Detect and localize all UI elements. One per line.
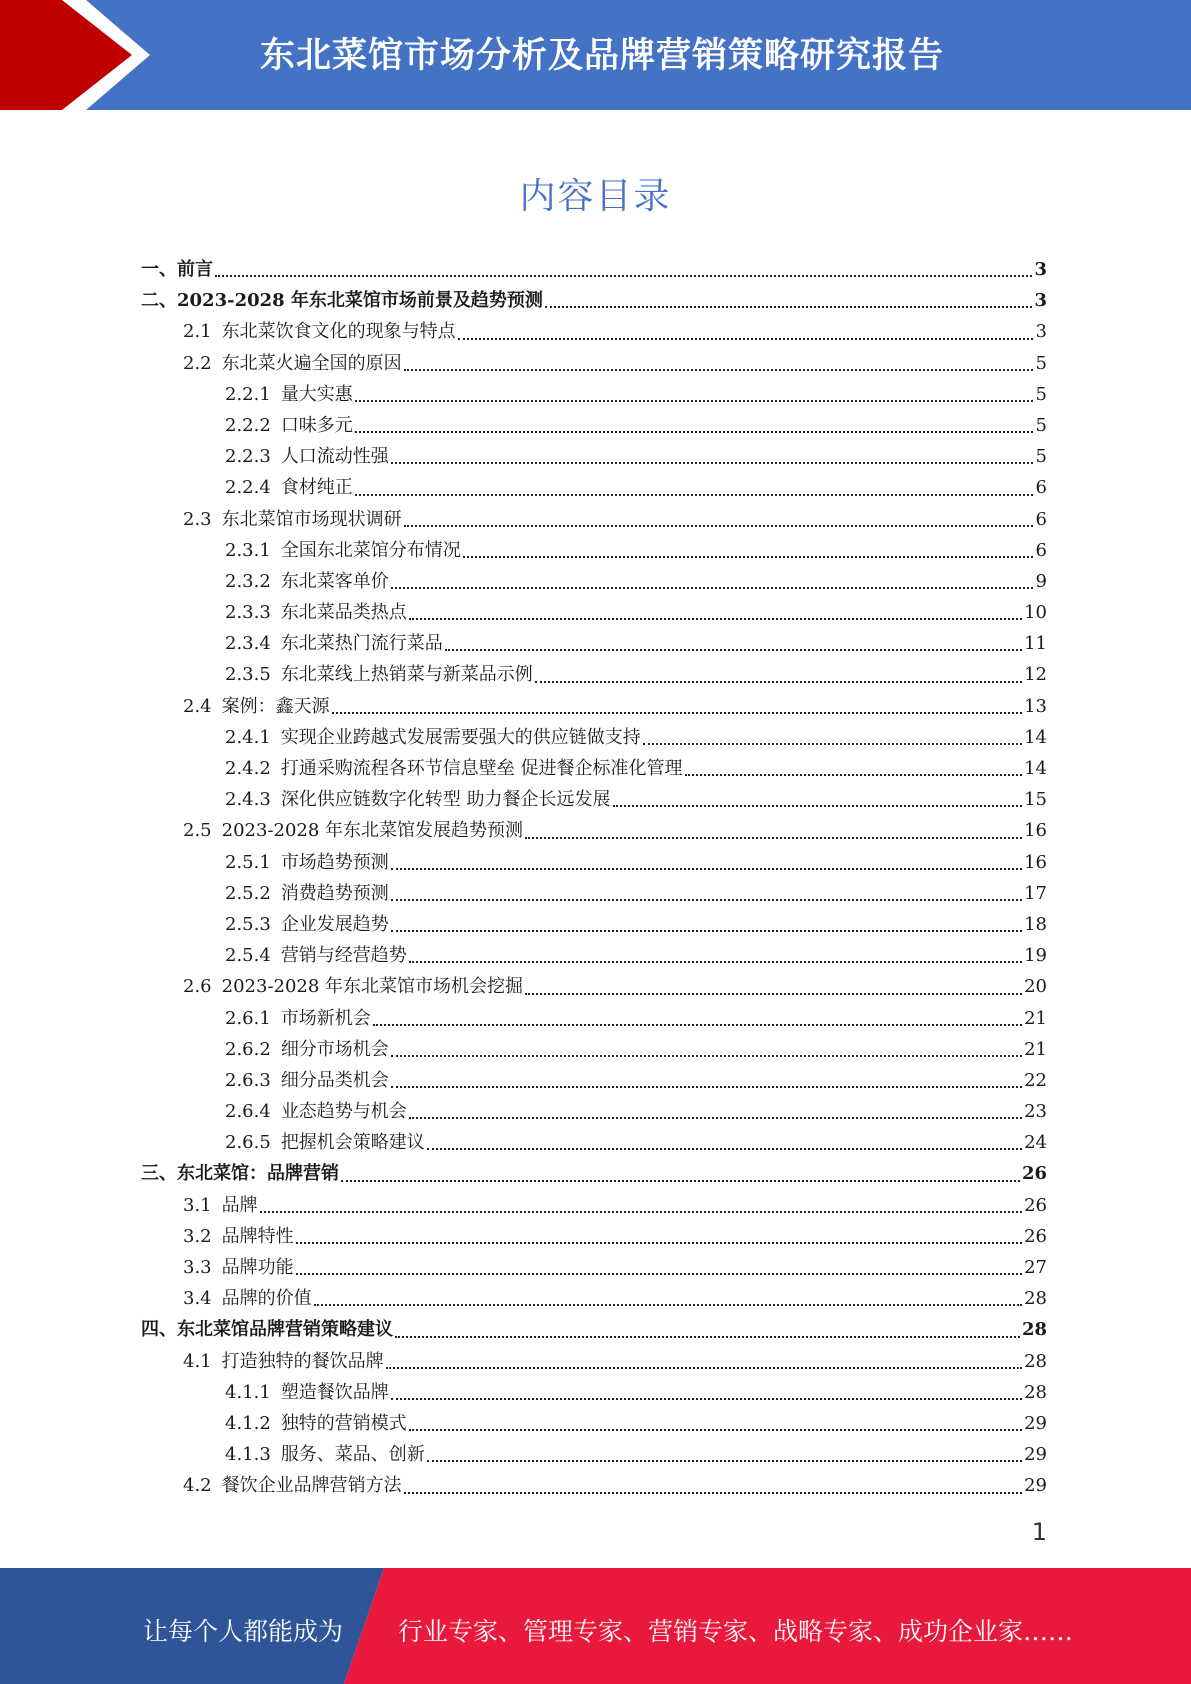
toc-entry-number: 2.2: [183, 352, 212, 374]
toc-entry-text: 餐饮企业品牌营销方法: [221, 1475, 402, 1497]
toc-entry-text: 营销与经营趋势: [280, 945, 407, 967]
toc-entry-text: 消费趋势预测: [280, 882, 389, 904]
toc-entry-number: 2.4.2: [225, 758, 271, 779]
toc-entry-page: 26: [1021, 1163, 1047, 1185]
toc-entry-text: 量大实惠: [280, 383, 353, 405]
toc-entry[interactable]: [141, 1314, 1047, 1345]
toc-entry-page: 19: [1024, 945, 1047, 967]
page-number: 1: [1031, 1518, 1047, 1546]
toc-entry-number: 2.6.2: [225, 1038, 271, 1060]
toc-entry-number: 2.1: [183, 321, 212, 343]
toc-entry[interactable]: [141, 1346, 1047, 1377]
toc-entry-number: 2.5.2: [225, 882, 271, 904]
toc-entry-page: 29: [1024, 1412, 1047, 1434]
toc-entry-number: 二、: [141, 290, 177, 312]
toc-entry-page: 11: [1024, 633, 1047, 655]
toc-dot-leader: [404, 1492, 1022, 1494]
toc-entry-number: 2.3.1: [225, 539, 271, 561]
toc-entry-page: 16: [1024, 851, 1047, 873]
toc-entry-number: 2.6: [183, 976, 212, 998]
toc-entry-page: 12: [1024, 664, 1047, 686]
toc-entry-number: 2.6.3: [225, 1069, 271, 1091]
toc-entry-page: 20: [1024, 976, 1047, 998]
toc-entry-number: 2.3.3: [225, 602, 271, 624]
toc-entry-number: 4.1.2: [225, 1412, 271, 1434]
report-title: 东北菜馆市场分析及品牌营销策略研究报告: [260, 36, 945, 76]
toc-entry[interactable]: [141, 441, 1047, 472]
toc-entry[interactable]: [141, 1408, 1047, 1439]
toc-entry-number: 2.5: [183, 820, 212, 842]
toc-entry-page: 29: [1024, 1444, 1047, 1466]
toc-entry-number: 2.4: [183, 695, 212, 717]
toc-entry[interactable]: [141, 1377, 1047, 1408]
toc-entry-number: 4.1.1: [225, 1381, 271, 1403]
toc-dot-leader: [395, 1336, 1020, 1338]
toc-entry[interactable]: [141, 1034, 1047, 1065]
toc-dot-leader: [215, 275, 1032, 277]
toc-entry-text: 打造独特的餐饮品牌: [221, 1350, 384, 1372]
toc-entry[interactable]: [141, 628, 1047, 659]
toc-entry-number: 2.2.3: [225, 446, 271, 468]
toc-dot-leader: [391, 1398, 1022, 1400]
toc-dot-leader: [535, 681, 1022, 683]
toc-entry[interactable]: [141, 566, 1047, 597]
toc-entry[interactable]: [141, 753, 1047, 784]
toc-entry-number: 3.1: [183, 1194, 212, 1216]
toc-entry-text: 塑造餐饮品牌: [280, 1381, 389, 1403]
toc-entry-text: 品牌的价值: [221, 1288, 312, 1310]
toc-entry[interactable]: [141, 1439, 1047, 1470]
toc-dot-leader: [409, 1117, 1022, 1119]
toc-entry[interactable]: [141, 1252, 1047, 1283]
toc-entry-number: 4.1.3: [225, 1444, 271, 1466]
toc-entry-text: 全国东北菜馆分布情况: [280, 539, 461, 561]
toc-dot-leader: [391, 1086, 1022, 1088]
toc-entry[interactable]: [141, 504, 1047, 535]
toc-entry-page: 14: [1024, 758, 1047, 779]
toc-entry-page: 3: [1034, 290, 1047, 312]
toc-entry-text: 细分市场机会: [280, 1038, 389, 1060]
toc-dot-leader: [260, 1211, 1022, 1213]
toc-entry-page: 28: [1021, 1319, 1047, 1341]
toc-dot-leader: [296, 1273, 1022, 1275]
toc-entry-page: 16: [1024, 820, 1047, 842]
toc-entry-number: 三、: [141, 1163, 177, 1185]
toc-dot-leader: [463, 556, 1033, 558]
toc-entry-text: 东北菜客单价: [280, 570, 389, 592]
toc-dot-leader: [332, 712, 1022, 714]
toc-dot-leader: [391, 899, 1022, 901]
toc-heading: 内容目录: [519, 176, 672, 217]
toc-dot-leader: [525, 837, 1022, 839]
toc-entry-page: 28: [1024, 1350, 1047, 1372]
toc-entry-text: 东北菜热门流行菜品: [280, 633, 443, 655]
toc-entry[interactable]: [141, 1470, 1047, 1501]
toc-entry-text: 东北菜馆市场现状调研: [221, 508, 402, 530]
toc-dot-leader: [545, 306, 1033, 308]
toc-dot-leader: [355, 431, 1033, 433]
toc-dot-leader: [391, 462, 1033, 464]
toc-entry[interactable]: [141, 597, 1047, 628]
toc-entry[interactable]: [141, 940, 1047, 971]
footer-banner: [0, 1568, 1191, 1684]
toc-dot-leader: [314, 1304, 1022, 1306]
toc-entry-text: 市场新机会: [280, 1007, 371, 1029]
toc-dot-leader: [404, 525, 1033, 527]
toc-entry-text: 人口流动性强: [280, 446, 389, 468]
toc-entry-number: 2.2.1: [225, 383, 271, 405]
toc-entry-number: 3.3: [183, 1257, 212, 1278]
toc-dot-leader: [391, 868, 1022, 870]
header-banner: [0, 0, 1191, 110]
toc-dot-leader: [458, 338, 1033, 340]
toc-entry-number: 3.4: [183, 1288, 212, 1310]
toc-entry-page: 5: [1035, 446, 1047, 468]
toc-entry[interactable]: [141, 659, 1047, 690]
toc-entry-text: 市场趋势预测: [280, 851, 389, 873]
toc-entry[interactable]: [141, 847, 1047, 878]
toc-entry[interactable]: [141, 722, 1047, 753]
toc-entry[interactable]: [141, 815, 1047, 846]
toc-entry[interactable]: [141, 379, 1047, 410]
toc-entry-page: 6: [1035, 477, 1047, 499]
toc-entry-number: 3.2: [183, 1225, 212, 1247]
toc-entry-text: 东北菜饮食文化的现象与特点: [221, 321, 456, 343]
toc-entry[interactable]: [141, 1158, 1047, 1189]
toc-entry-text: 实现企业跨越式发展需要强大的供应链做支持: [280, 726, 641, 748]
toc-entry-page: 21: [1024, 1007, 1047, 1029]
toc-entry-number: 2.3.4: [225, 633, 271, 655]
toc-dot-leader: [427, 1148, 1022, 1150]
toc-entry-number: 4.2: [183, 1475, 212, 1497]
toc-dot-leader: [409, 618, 1022, 620]
toc-dot-leader: [355, 400, 1033, 402]
toc-entry[interactable]: [141, 1065, 1047, 1096]
toc-entry-text: 东北菜馆品牌营销策略建议: [177, 1319, 393, 1341]
toc-dot-leader: [391, 587, 1033, 589]
toc-entry[interactable]: [141, 1003, 1047, 1034]
toc-entry-number: 2.5.1: [225, 851, 271, 873]
toc-dot-leader: [445, 649, 1022, 651]
toc-entry-text: 独特的营销模式: [280, 1412, 407, 1434]
toc-entry-page: 26: [1024, 1194, 1047, 1216]
toc-entry-text: 深化供应链数字化转型 助力餐企长远发展: [280, 789, 611, 811]
toc-entry-text: 东北菜馆：品牌营销: [177, 1163, 339, 1185]
toc-entry-text: 东北菜品类热点: [280, 602, 407, 624]
toc-entry[interactable]: [141, 472, 1047, 503]
toc-entry-page: 6: [1035, 508, 1047, 530]
toc-entry-page: 5: [1035, 414, 1047, 436]
toc-entry-page: 22: [1024, 1069, 1047, 1091]
table-of-contents: [141, 254, 1047, 1502]
toc-entry-page: 24: [1024, 1132, 1047, 1154]
toc-dot-leader: [613, 805, 1023, 807]
toc-entry-page: 15: [1024, 789, 1047, 811]
toc-entry-page: 14: [1024, 726, 1047, 748]
toc-entry-number: 2.6.1: [225, 1007, 271, 1029]
toc-entry-number: 2.3.5: [225, 664, 271, 686]
toc-entry-text: 服务、菜品、创新: [280, 1444, 425, 1466]
toc-entry[interactable]: [141, 1127, 1047, 1158]
toc-dot-leader: [373, 1024, 1022, 1026]
toc-entry-number: 一、: [141, 259, 177, 280]
toc-entry[interactable]: [141, 254, 1047, 285]
toc-entry-page: 21: [1024, 1038, 1047, 1060]
toc-entry-text: 2023-2028 年东北菜馆市场前景及趋势预测: [177, 290, 543, 312]
toc-entry[interactable]: [141, 784, 1047, 815]
toc-entry-page: 9: [1035, 570, 1047, 592]
toc-entry-text: 食材纯正: [280, 477, 353, 499]
toc-entry-page: 10: [1024, 602, 1047, 624]
toc-entry-text: 东北菜线上热销菜与新菜品示例: [280, 664, 533, 686]
toc-entry-number: 2.4.3: [225, 789, 271, 811]
toc-entry[interactable]: [141, 316, 1047, 347]
footer-slogan-right: 行业专家、管理专家、营销专家、战略专家、成功企业家……: [398, 1617, 1074, 1646]
toc-dot-leader: [409, 961, 1022, 963]
toc-entry-page: 17: [1024, 882, 1047, 904]
toc-entry[interactable]: [141, 1221, 1047, 1252]
toc-dot-leader: [355, 494, 1033, 496]
toc-entry-page: 28: [1024, 1288, 1047, 1310]
toc-entry[interactable]: [141, 1190, 1047, 1221]
toc-entry[interactable]: [141, 1283, 1047, 1314]
toc-entry[interactable]: [141, 909, 1047, 940]
toc-entry-page: 5: [1035, 352, 1047, 374]
toc-entry[interactable]: [141, 971, 1047, 1002]
toc-entry-page: 27: [1024, 1257, 1047, 1278]
toc-entry-text: 品牌: [221, 1194, 258, 1216]
toc-entry[interactable]: [141, 878, 1047, 909]
toc-dot-leader: [427, 1460, 1022, 1462]
toc-entry-text: 东北菜火遍全国的原因: [221, 352, 402, 374]
toc-dot-leader: [296, 1242, 1022, 1244]
toc-entry[interactable]: [141, 691, 1047, 722]
toc-entry-text: 品牌功能: [221, 1257, 294, 1278]
toc-entry-number: 2.3: [183, 508, 212, 530]
toc-dot-leader: [341, 1180, 1020, 1182]
toc-dot-leader: [525, 993, 1022, 995]
toc-entry[interactable]: [141, 1096, 1047, 1127]
toc-entry-number: 4.1: [183, 1350, 212, 1372]
toc-entry-number: 2.2.4: [225, 477, 271, 499]
toc-entry[interactable]: [141, 410, 1047, 441]
toc-entry-number: 2.6.5: [225, 1132, 271, 1154]
toc-entry-page: 3: [1034, 259, 1047, 280]
toc-entry-page: 13: [1024, 695, 1047, 717]
toc-entry-text: 把握机会策略建议: [280, 1132, 425, 1154]
toc-entry-number: 2.6.4: [225, 1101, 271, 1123]
toc-entry-number: 2.5.4: [225, 945, 271, 967]
toc-entry[interactable]: [141, 535, 1047, 566]
toc-dot-leader: [404, 369, 1033, 371]
toc-entry-number: 四、: [141, 1319, 177, 1341]
toc-dot-leader: [386, 1367, 1022, 1369]
footer-slogan-left: 让每个人都能成为: [143, 1617, 344, 1646]
toc-entry-text: 细分品类机会: [280, 1069, 389, 1091]
toc-entry-text: 口味多元: [280, 414, 353, 436]
toc-entry[interactable]: [141, 348, 1047, 379]
toc-entry-text: 前言: [177, 259, 213, 280]
toc-entry[interactable]: [141, 285, 1047, 316]
toc-entry-page: 28: [1024, 1381, 1047, 1403]
toc-entry-text: 2023-2028 年东北菜馆市场机会挖掘: [221, 976, 524, 998]
toc-dot-leader: [391, 930, 1022, 932]
toc-dot-leader: [409, 1429, 1022, 1431]
toc-entry-page: 5: [1035, 383, 1047, 405]
toc-entry-text: 打通采购流程各环节信息壁垒 促进餐企标准化管理: [280, 758, 683, 779]
toc-entry-page: 23: [1024, 1101, 1047, 1123]
toc-entry-page: 26: [1024, 1225, 1047, 1247]
toc-entry-number: 2.2.2: [225, 414, 271, 436]
toc-entry-number: 2.5.3: [225, 913, 271, 935]
toc-entry-text: 案例：鑫天源: [221, 695, 330, 717]
toc-entry-number: 2.4.1: [225, 726, 271, 748]
toc-dot-leader: [685, 774, 1023, 776]
toc-dot-leader: [643, 743, 1022, 745]
toc-entry-page: 6: [1035, 539, 1047, 561]
toc-entry-text: 品牌特性: [221, 1225, 294, 1247]
toc-entry-number: 2.3.2: [225, 570, 271, 592]
toc-entry-text: 企业发展趋势: [280, 913, 389, 935]
toc-entry-page: 18: [1024, 913, 1047, 935]
toc-entry-page: 3: [1035, 321, 1047, 343]
toc-entry-text: 2023-2028 年东北菜馆发展趋势预测: [221, 820, 524, 842]
toc-entry-text: 业态趋势与机会: [280, 1101, 407, 1123]
toc-entry-page: 29: [1024, 1475, 1047, 1497]
toc-dot-leader: [391, 1055, 1022, 1057]
